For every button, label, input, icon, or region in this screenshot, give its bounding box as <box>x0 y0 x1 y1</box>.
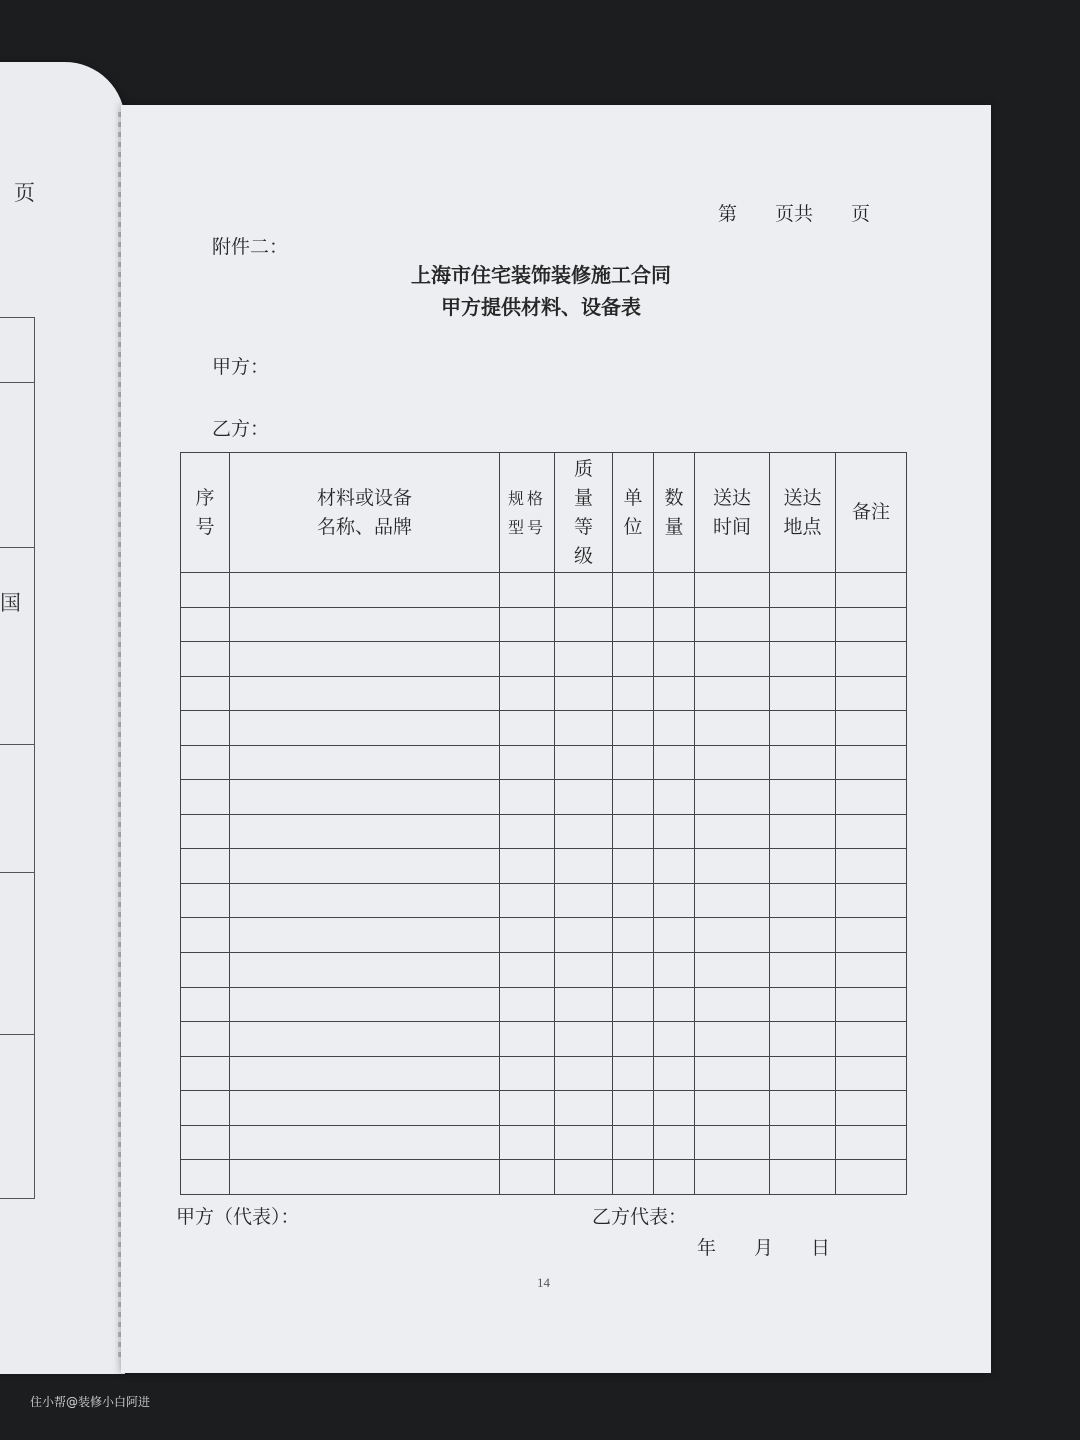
table-cell <box>230 987 500 1022</box>
table-cell <box>695 642 770 677</box>
table-cell <box>181 849 230 884</box>
party-b-label: 乙方： <box>212 418 270 440</box>
table-cell <box>654 814 695 849</box>
table-cell <box>555 607 613 642</box>
table-cell <box>836 953 907 988</box>
table-cell <box>181 780 230 815</box>
table-cell <box>230 953 500 988</box>
table-cell <box>555 1022 613 1057</box>
table-cell <box>181 1022 230 1057</box>
header-unit: 单位 <box>613 453 654 573</box>
header-quantity: 数量 <box>654 453 695 573</box>
table-cell <box>181 987 230 1022</box>
table-cell <box>181 1056 230 1091</box>
table-cell <box>695 745 770 780</box>
party-a-signature-label: 甲方（代表）： <box>176 1206 300 1228</box>
party-a-label: 甲方： <box>212 356 270 378</box>
table-cell <box>500 1091 555 1126</box>
table-cell <box>230 918 500 953</box>
table-cell <box>654 883 695 918</box>
table-cell <box>230 676 500 711</box>
table-cell <box>770 1125 836 1160</box>
table-cell <box>770 1091 836 1126</box>
header-seq: 序号 <box>181 453 230 573</box>
table-cell <box>654 918 695 953</box>
table-cell <box>770 918 836 953</box>
table-cell <box>555 883 613 918</box>
table-cell <box>555 642 613 677</box>
table-cell <box>230 745 500 780</box>
table-cell <box>500 814 555 849</box>
table-cell <box>770 745 836 780</box>
watermark-text: 住小帮@装修小白阿进 <box>30 1395 151 1409</box>
table-cell <box>770 1160 836 1195</box>
table-row <box>181 1056 907 1091</box>
table-cell <box>836 745 907 780</box>
table-cell <box>613 1056 654 1091</box>
table-cell <box>613 573 654 608</box>
table-row <box>181 780 907 815</box>
table-cell <box>654 849 695 884</box>
header-quality: 质量等级 <box>555 453 613 573</box>
table-cell <box>654 745 695 780</box>
left-page-rule <box>0 382 34 383</box>
table-cell <box>836 573 907 608</box>
table-row <box>181 918 907 953</box>
table-header-row <box>181 453 907 573</box>
table-cell <box>613 1160 654 1195</box>
left-page <box>0 62 125 1374</box>
table-cell <box>230 1125 500 1160</box>
table-cell <box>181 918 230 953</box>
table-cell <box>770 1022 836 1057</box>
table-cell <box>555 1056 613 1091</box>
table-cell <box>500 745 555 780</box>
table-cell <box>836 849 907 884</box>
table-cell <box>181 711 230 746</box>
table-cell <box>695 849 770 884</box>
table-row <box>181 1091 907 1126</box>
table-cell <box>613 814 654 849</box>
table-cell <box>555 1160 613 1195</box>
table-cell <box>770 987 836 1022</box>
table-row <box>181 987 907 1022</box>
table-cell <box>500 711 555 746</box>
table-cell <box>555 573 613 608</box>
table-cell <box>836 1056 907 1091</box>
table-cell <box>613 849 654 884</box>
table-cell <box>836 1022 907 1057</box>
table-cell <box>613 1125 654 1160</box>
table-cell <box>770 573 836 608</box>
table-row <box>181 953 907 988</box>
table-cell <box>230 642 500 677</box>
table-cell <box>836 676 907 711</box>
table-cell <box>555 780 613 815</box>
table-cell <box>230 849 500 884</box>
table-cell <box>836 642 907 677</box>
table-cell <box>770 849 836 884</box>
table-row <box>181 1125 907 1160</box>
table-cell <box>613 953 654 988</box>
table-cell <box>500 883 555 918</box>
left-page-rule <box>0 744 34 745</box>
table-cell <box>230 573 500 608</box>
header-delivery-place: 送达地点 <box>770 453 836 573</box>
table-cell <box>555 1125 613 1160</box>
table-cell <box>500 1022 555 1057</box>
table-cell <box>500 1056 555 1091</box>
table-cell <box>836 1160 907 1195</box>
table-cell <box>613 883 654 918</box>
table-cell <box>654 953 695 988</box>
header-note: 备注 <box>836 453 907 573</box>
table-cell <box>695 918 770 953</box>
table-cell <box>613 918 654 953</box>
table-cell <box>695 1022 770 1057</box>
header-material-name: 材料或设备 名称、品牌 <box>230 453 500 573</box>
table-cell <box>230 1091 500 1126</box>
table-cell <box>770 883 836 918</box>
table-cell <box>654 676 695 711</box>
table-cell <box>555 1091 613 1126</box>
table-cell <box>613 987 654 1022</box>
table-cell <box>654 1160 695 1195</box>
table-cell <box>500 1160 555 1195</box>
table-cell <box>770 642 836 677</box>
table-cell <box>695 953 770 988</box>
table-cell <box>836 918 907 953</box>
table-cell <box>500 849 555 884</box>
table-cell <box>695 676 770 711</box>
table-cell <box>230 1056 500 1091</box>
table-cell <box>500 953 555 988</box>
table-cell <box>181 1125 230 1160</box>
table-cell <box>555 745 613 780</box>
table-cell <box>654 711 695 746</box>
table-cell <box>230 607 500 642</box>
table-cell <box>500 987 555 1022</box>
page-number: 14 <box>537 1275 550 1290</box>
table-cell <box>654 642 695 677</box>
table-cell <box>654 607 695 642</box>
table-cell <box>770 607 836 642</box>
left-page-table-edge <box>0 317 35 1199</box>
table-cell <box>230 1160 500 1195</box>
table-body <box>181 573 907 1195</box>
table-cell <box>695 573 770 608</box>
table-cell <box>500 676 555 711</box>
table-cell <box>836 987 907 1022</box>
table-cell <box>695 1160 770 1195</box>
table-cell <box>613 711 654 746</box>
table-cell <box>181 1160 230 1195</box>
left-page-char: 页 <box>14 181 35 205</box>
table-row <box>181 883 907 918</box>
table-cell <box>770 814 836 849</box>
table-row <box>181 607 907 642</box>
table-cell <box>500 780 555 815</box>
table-cell <box>181 814 230 849</box>
table-cell <box>230 711 500 746</box>
table-cell <box>230 883 500 918</box>
table-cell <box>613 676 654 711</box>
table-cell <box>695 814 770 849</box>
table-cell <box>770 1056 836 1091</box>
table-row <box>181 711 907 746</box>
table-cell <box>613 642 654 677</box>
table-row <box>181 676 907 711</box>
table-cell <box>654 1022 695 1057</box>
table-cell <box>181 642 230 677</box>
table-cell <box>181 607 230 642</box>
table-cell <box>500 573 555 608</box>
table-row <box>181 814 907 849</box>
table-cell <box>555 987 613 1022</box>
left-page-rule <box>0 872 34 873</box>
table-cell <box>555 849 613 884</box>
table-cell <box>654 987 695 1022</box>
table-cell <box>555 814 613 849</box>
table-cell <box>836 711 907 746</box>
table-cell <box>230 814 500 849</box>
table-cell <box>836 1091 907 1126</box>
table-cell <box>613 780 654 815</box>
table-cell <box>654 573 695 608</box>
table-cell <box>230 1022 500 1057</box>
table-cell <box>654 1056 695 1091</box>
table-cell <box>695 1056 770 1091</box>
party-b-signature-label: 乙方代表： <box>592 1206 688 1228</box>
table-cell <box>181 573 230 608</box>
table-cell <box>181 745 230 780</box>
table-row <box>181 1160 907 1195</box>
table-cell <box>770 711 836 746</box>
table-cell <box>770 953 836 988</box>
date-label: 年 月 日 <box>697 1237 831 1259</box>
table-row <box>181 849 907 884</box>
header-delivery-time: 送达时间 <box>695 453 770 573</box>
table-cell <box>181 676 230 711</box>
table-cell <box>695 607 770 642</box>
table-cell <box>695 780 770 815</box>
left-page-rule <box>0 547 34 548</box>
attachment-label: 附件二： <box>212 236 289 258</box>
table-cell <box>836 607 907 642</box>
table-cell <box>836 883 907 918</box>
table-cell <box>836 1125 907 1160</box>
table-cell <box>181 953 230 988</box>
page-count-label: 第 页共 页 <box>718 203 871 225</box>
table-cell <box>613 745 654 780</box>
document-subtitle: 甲方提供材料、设备表 <box>441 295 641 319</box>
table-cell <box>500 607 555 642</box>
table-row <box>181 1022 907 1057</box>
table-cell <box>770 676 836 711</box>
materials-table <box>180 452 907 1195</box>
table-cell <box>613 607 654 642</box>
table-cell <box>654 780 695 815</box>
table-cell <box>654 1091 695 1126</box>
table-row <box>181 745 907 780</box>
table-cell <box>836 780 907 815</box>
table-cell <box>230 780 500 815</box>
table-cell <box>181 883 230 918</box>
table-cell <box>555 711 613 746</box>
table-cell <box>500 918 555 953</box>
table-cell <box>695 711 770 746</box>
table-cell <box>613 1091 654 1126</box>
table-cell <box>654 1125 695 1160</box>
table-cell <box>181 1091 230 1126</box>
table-cell <box>555 918 613 953</box>
document-title: 上海市住宅装饰装修施工合同 <box>411 263 671 287</box>
left-page-rule <box>0 1034 34 1035</box>
table-row <box>181 573 907 608</box>
table-cell <box>613 1022 654 1057</box>
table-cell <box>695 883 770 918</box>
document-page <box>121 105 991 1373</box>
table-cell <box>695 1125 770 1160</box>
table-cell <box>500 642 555 677</box>
table-cell <box>555 953 613 988</box>
table-cell <box>555 676 613 711</box>
table-cell <box>500 1125 555 1160</box>
table-row <box>181 642 907 677</box>
header-spec: 规格 型号 <box>500 453 555 573</box>
left-page-char: 国 <box>0 591 21 615</box>
table-cell <box>695 987 770 1022</box>
table-cell <box>770 780 836 815</box>
table-cell <box>695 1091 770 1126</box>
table-cell <box>836 814 907 849</box>
